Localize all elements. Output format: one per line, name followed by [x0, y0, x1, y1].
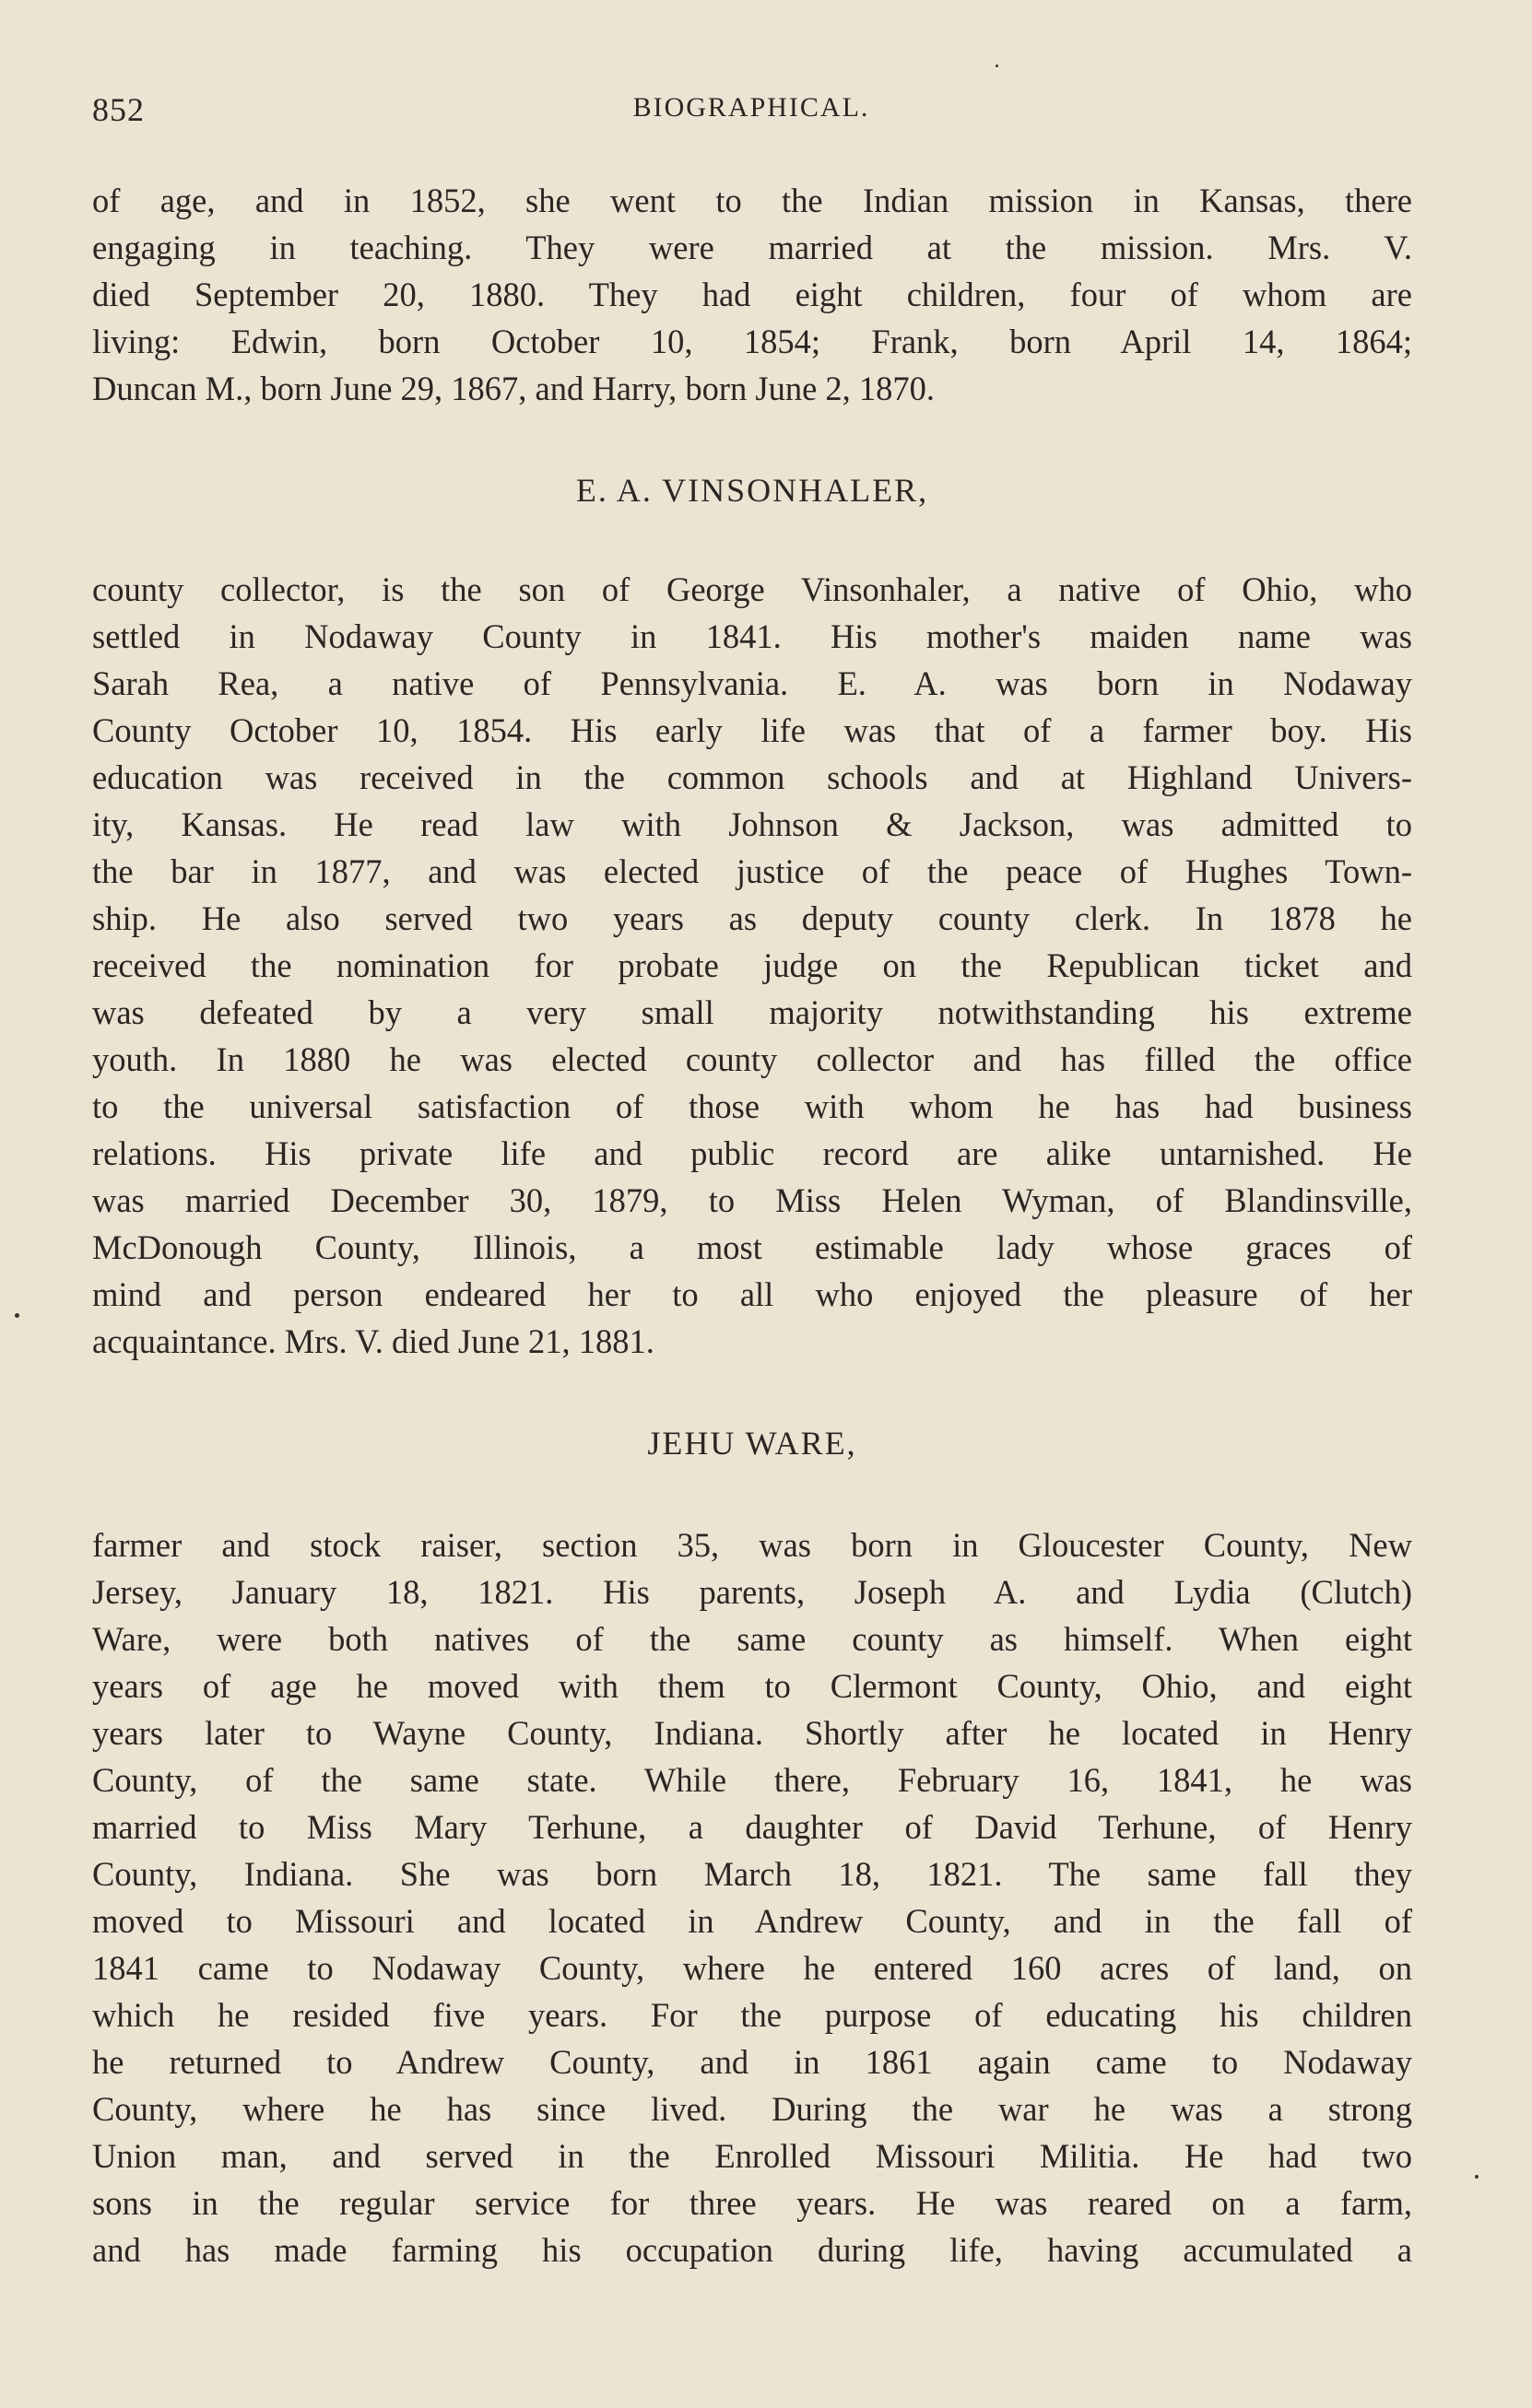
- text-line: farmer and stock raiser, section 35, was born in Gloucester County, New: [92, 1526, 1412, 1564]
- text-line: ship. He also served two years as deputy county clerk. In 1878 he: [92, 899, 1412, 937]
- ink-speck: [15, 1313, 19, 1318]
- ink-speck: [996, 65, 998, 67]
- text-line: youth. In 1880 he was elected county collector and has filled the office: [92, 1040, 1412, 1078]
- text-line: acquaintance. Mrs. V. died June 21, 1881.: [92, 1322, 654, 1360]
- ink-speck: [1475, 2175, 1479, 2179]
- section-heading-ware: JEHU WARE,: [647, 1425, 857, 1462]
- text-line: Union man, and served in the Enrolled Missouri Militia. He had two: [92, 2137, 1412, 2175]
- text-line: Duncan M., born June 29, 1867, and Harry, born June 2, 1870.: [92, 370, 936, 407]
- text-line: county collector, is the son of George Vinsonhaler, a native of Ohio, who: [92, 570, 1412, 608]
- text-line: County, where he has since lived. During the war he was a strong: [92, 2090, 1412, 2128]
- intro-paragraph: [92, 177, 1412, 412]
- text-line: engaging in teaching. They were married at the mission. Mrs. V.: [92, 229, 1412, 266]
- text-line: which he resided five years. For the purpose of educating his children: [92, 1996, 1412, 2034]
- running-head: [92, 90, 1410, 136]
- ware-paragraph: [92, 1521, 1412, 2273]
- text-line: 1841 came to Nodaway County, where he entered 160 acres of land, on: [92, 1949, 1412, 1987]
- text-line: Jersey, January 18, 1821. His parents, Joseph A. and Lydia (Clutch): [92, 1573, 1412, 1611]
- text-line: of age, and in 1852, she went to the Indian mission in Kansas, there: [92, 182, 1412, 219]
- text-line: the bar in 1877, and was elected justice of the peace of Hughes Town-: [92, 852, 1412, 890]
- text-line: married to Miss Mary Terhune, a daughter of David Terhune, of Henry: [92, 1808, 1412, 1846]
- text-line: and has made farming his occupation during life, having accumulated a: [92, 2231, 1412, 2269]
- running-title: BIOGRAPHICAL.: [632, 92, 870, 123]
- page-number: 852: [92, 91, 145, 128]
- section-heading-vinsonhaler: E. A. VINSONHALER,: [575, 472, 929, 509]
- text-line: received the nomination for probate judge on the Republican ticket and: [92, 946, 1412, 984]
- text-line: was married December 30, 1879, to Miss Helen Wyman, of Blandinsville,: [92, 1181, 1412, 1219]
- text-line: County, Indiana. She was born March 18, 1821. The same fall they: [92, 1855, 1412, 1893]
- vinsonhaler-paragraph: [92, 566, 1412, 1365]
- text-line: relations. His private life and public record are alike untarnished. He: [92, 1134, 1412, 1172]
- text-line: ity, Kansas. He read law with Johnson & Jackson, was admitted to: [92, 805, 1412, 843]
- text-line: to the universal satisfaction of those with whom he has had business: [92, 1087, 1412, 1125]
- text-line: years of age he moved with them to Clermont County, Ohio, and eight: [92, 1667, 1412, 1705]
- text-line: years later to Wayne County, Indiana. Shortly after he located in Henry: [92, 1714, 1412, 1752]
- text-line: moved to Missouri and located in Andrew County, and in the fall of: [92, 1902, 1412, 1940]
- text-line: settled in Nodaway County in 1841. His mother's maiden name was: [92, 617, 1412, 655]
- text-line: he returned to Andrew County, and in 1861 again came to Nodaway: [92, 2043, 1412, 2081]
- text-line: mind and person endeared her to all who enjoyed the pleasure of her: [92, 1275, 1412, 1313]
- text-line: County, of the same state. While there, February 16, 1841, he was: [92, 1761, 1412, 1799]
- text-line: McDonough County, Illinois, a most estimable lady whose graces of: [92, 1228, 1412, 1266]
- text-line: Sarah Rea, a native of Pennsylvania. E. A. was born in Nodaway: [92, 664, 1412, 702]
- text-line: sons in the regular service for three years. He was reared on a farm,: [92, 2184, 1412, 2222]
- text-line: died September 20, 1880. They had eight children, four of whom are: [92, 276, 1412, 313]
- text-line: Ware, were both natives of the same county as himself. When eight: [92, 1620, 1412, 1658]
- text-line: education was received in the common schools and at Highland Univers-: [92, 758, 1412, 796]
- text-line: County October 10, 1854. His early life was that of a farmer boy. His: [92, 711, 1412, 749]
- text-line: was defeated by a very small majority notwithstanding his extreme: [92, 993, 1412, 1031]
- text-line: living: Edwin, born October 10, 1854; Frank, born April 14, 1864;: [92, 323, 1412, 360]
